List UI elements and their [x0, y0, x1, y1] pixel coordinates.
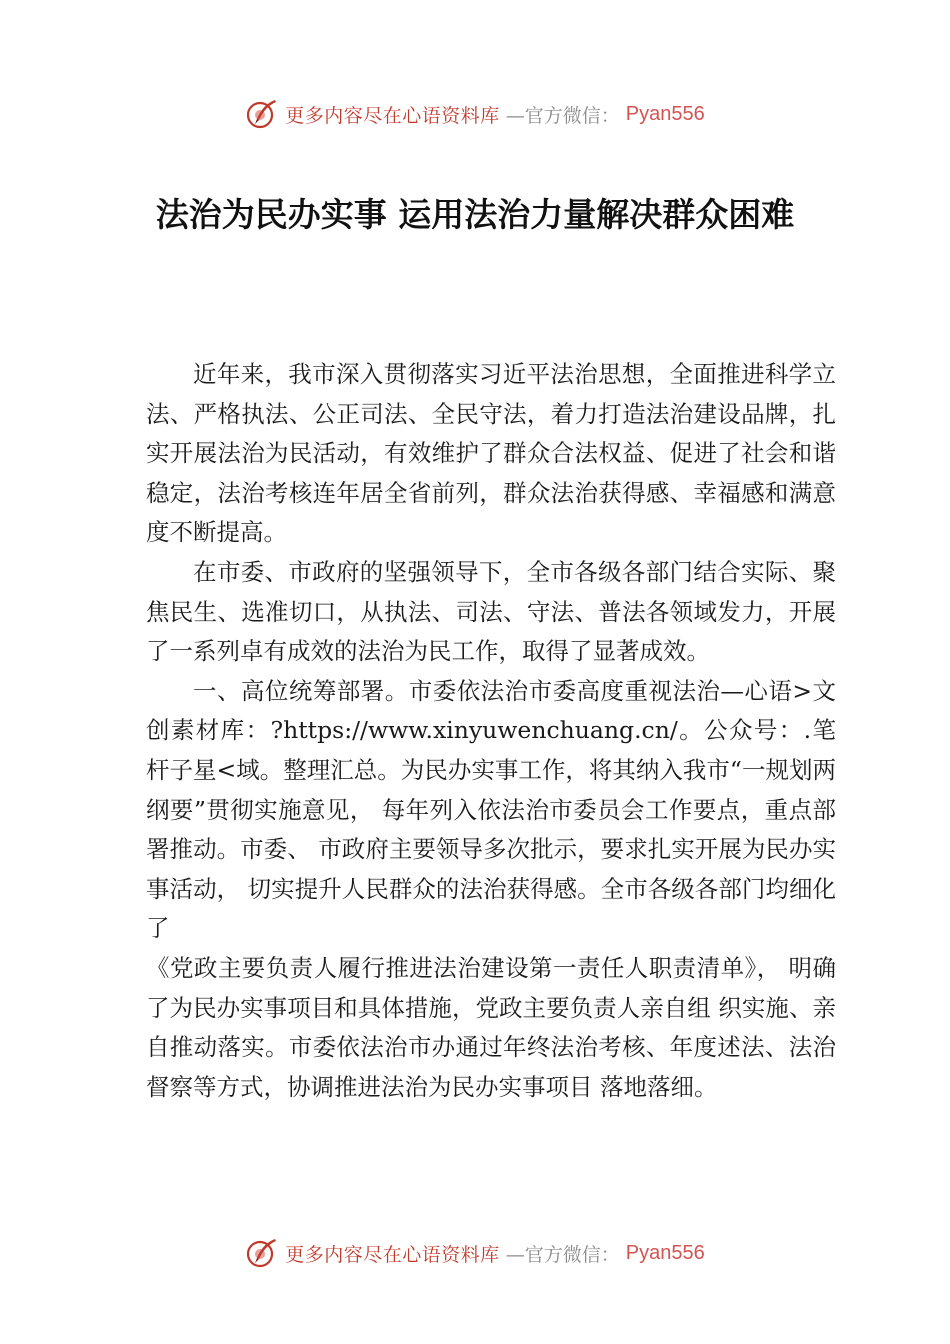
quill-logo-icon — [245, 97, 279, 131]
banner-wechat-id: Pyan556 — [625, 102, 705, 125]
banner-brand-text: 更多内容尽在心语资料库 — [285, 104, 500, 127]
paragraph-1: 近年来，我市深入贯彻落实习近平法治思想，全面推进科学立法、严格执法、公正司法、全民守法，着力打造法治建设品牌，扎实开展法治为民活动，有效维护了群众合法权益、促进了社会和谐稳定，法治考核连年居全省前列，群众法治获得感、幸福感和满意度不断提高。 — [146, 360, 836, 547]
banner-separator-text: —官方微信： — [505, 1243, 620, 1266]
header-banner — [0, 94, 950, 134]
banner-separator-text: —官方微信： — [505, 104, 620, 127]
banner-wechat-id: Pyan556 — [625, 1241, 705, 1264]
paragraph-2: 在市委、市政府的坚强领导下，全市各级各部门结合实际、聚焦民生、选准切口，从执法、司法、守法、普法各领域发力，开展了一系列卓有成效的法治为民工作，取得了显著成效。 — [146, 557, 836, 666]
paragraph-3: 一、高位统筹部署。市委依法治市委高度重视法治—心语>文创素材库：?https://www.xinyuwenchuang.cn/。公众号：.笔杆子星<域。整理汇总。为民办实事工作，将其纳入我市“一规划两纲要”贯彻实施意见， 每年列入依法治市委员会工作要点，重点部署推动。市委、 市政府主要领导多次批示，要求扎实开展为民办实事活动， 切实提升人民群众的法治获得感。全市各级各部门均细化了 — [146, 676, 836, 943]
paragraph-4: 《党政主要负责人履行推进法治建设第一责任人职责清单》， 明确了为民办实事项目和具体措施，党政主要负责人亲自组 织实施、亲自推动落实。市委依法治市办通过年终法治考核、年度述法、法治督察等方式，协调推进法治为民办实事项目 落地落细。 — [146, 953, 836, 1101]
document-body — [146, 355, 836, 1107]
quill-logo-icon — [245, 1236, 279, 1270]
banner-brand-text: 更多内容尽在心语资料库 — [285, 1243, 500, 1266]
footer-banner — [0, 1233, 950, 1273]
document-title: 法治为民办实事 运用法治力量解决群众困难 — [155, 195, 795, 234]
